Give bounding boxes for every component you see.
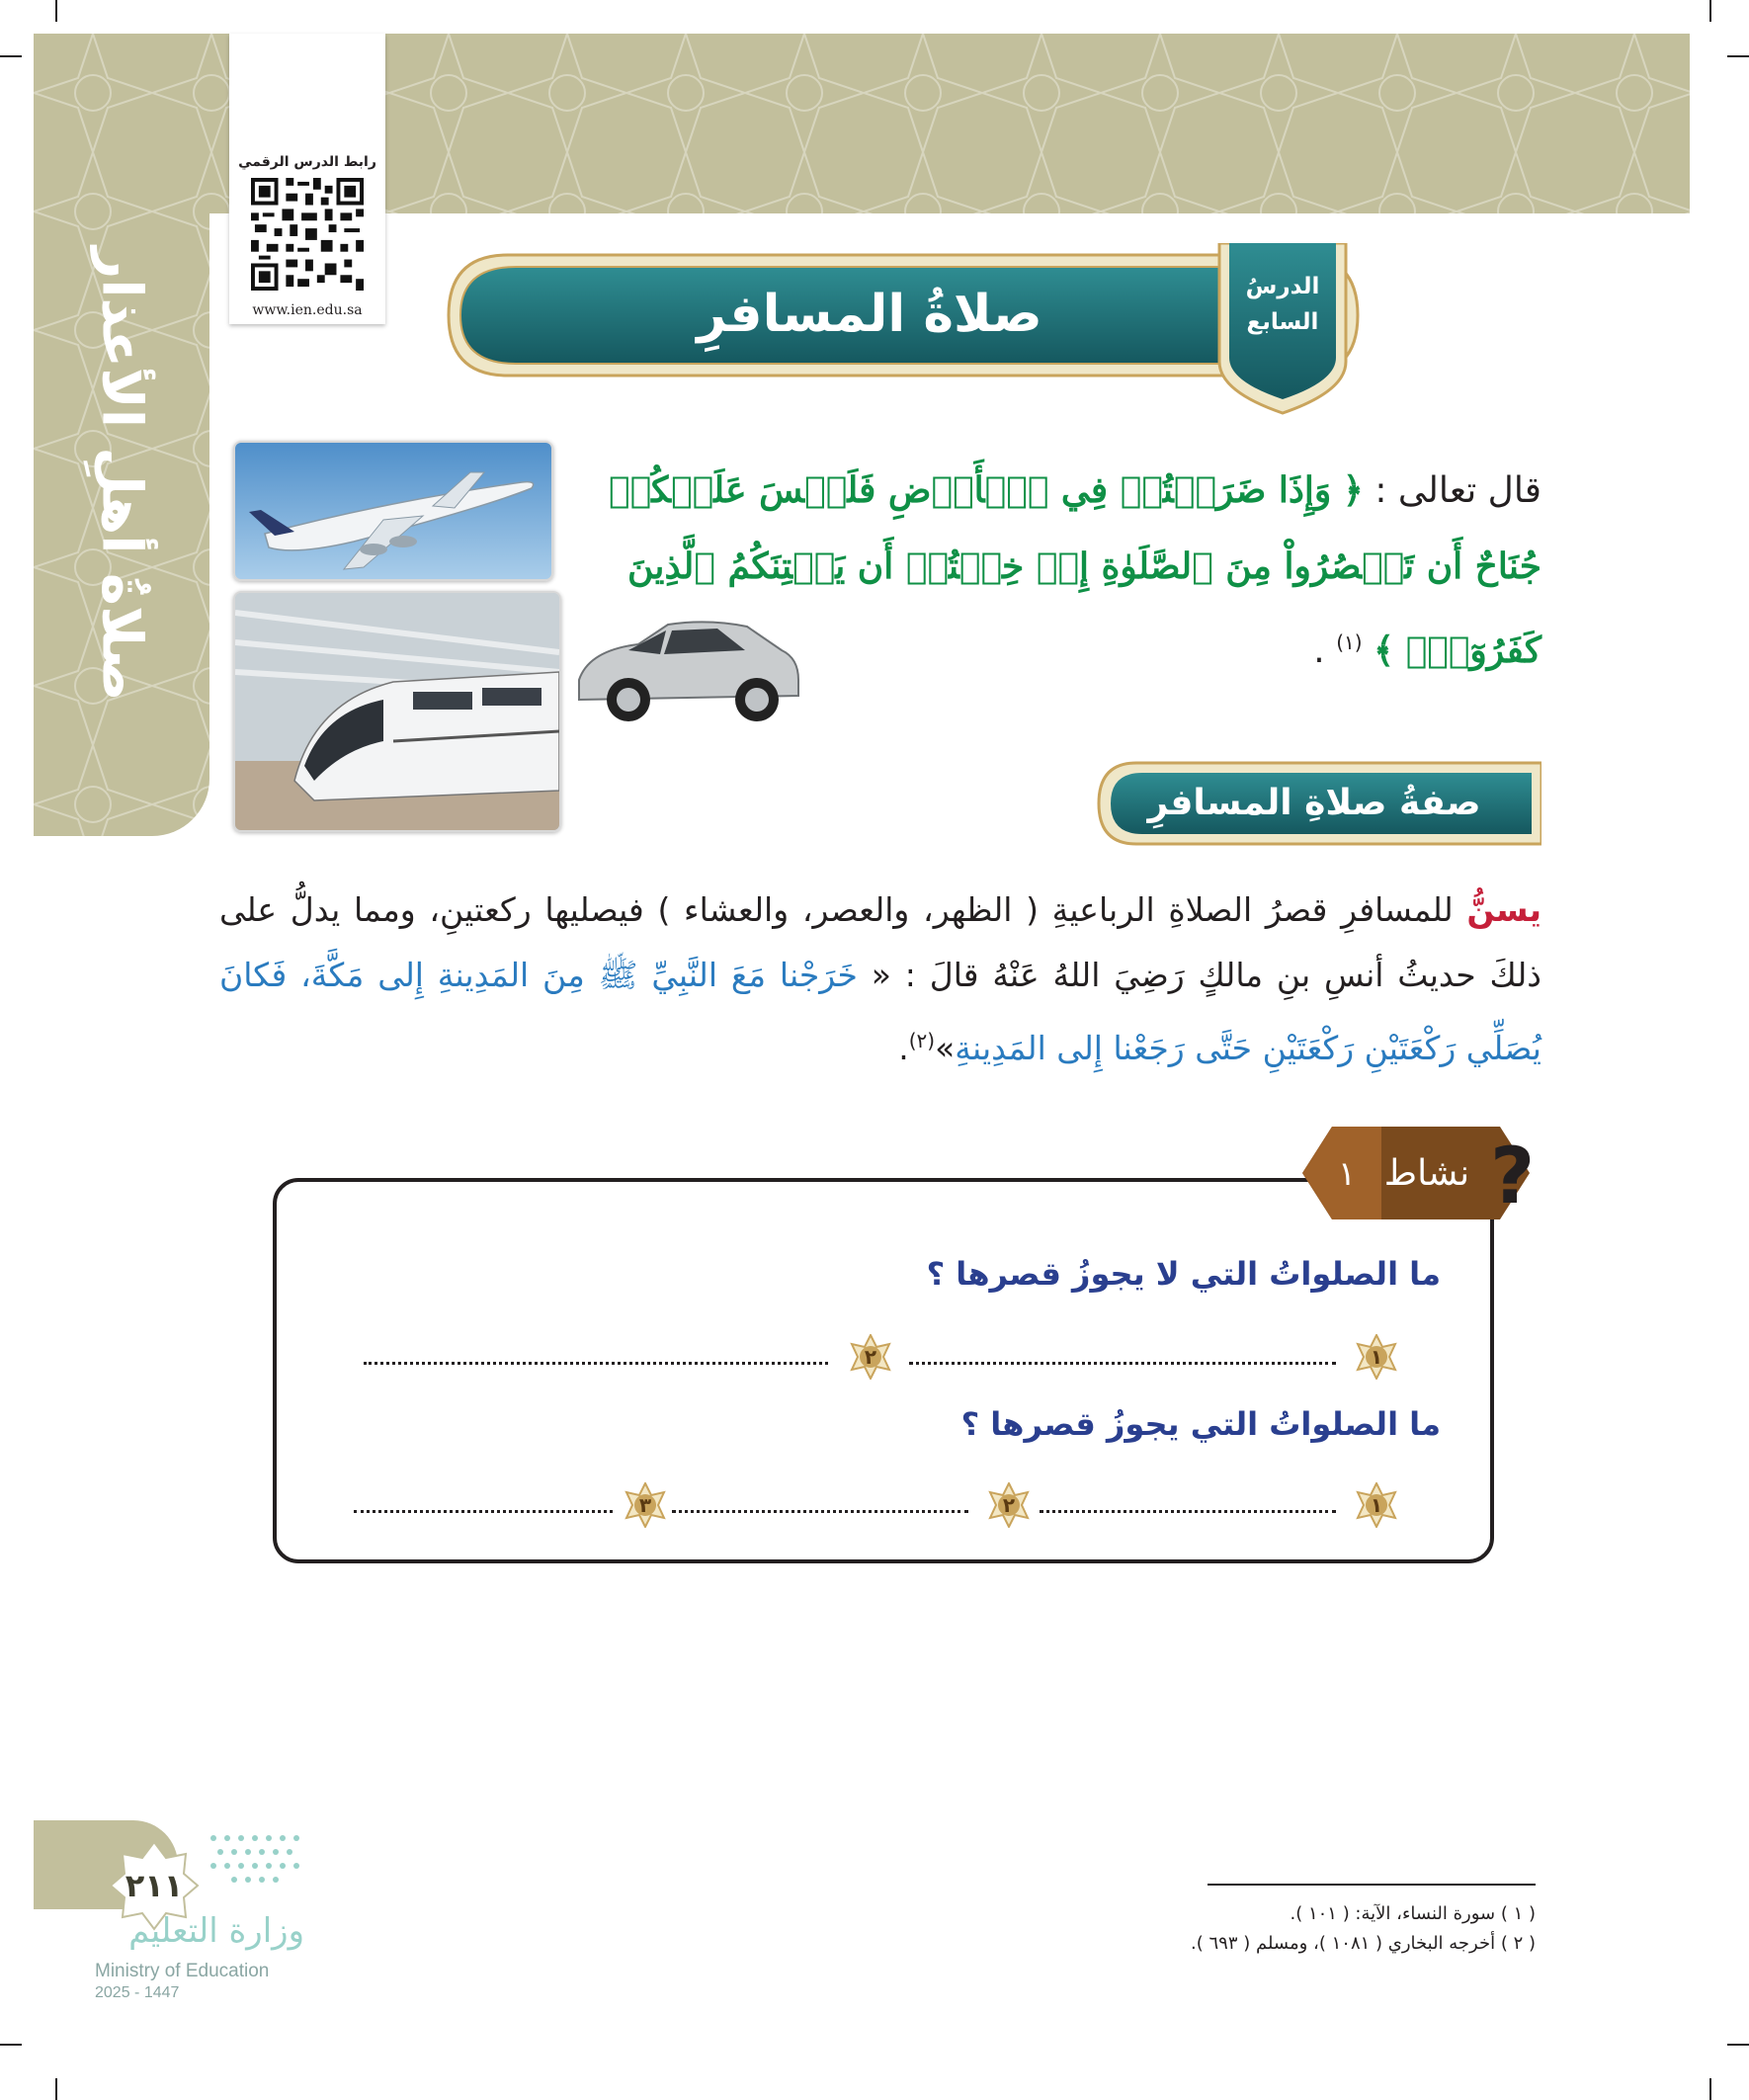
crop-mark [1709,0,1711,22]
verse-end: . [1313,630,1325,671]
footnote-divider [1208,1884,1536,1886]
ministry-name-arabic: وزارة التعليم [128,1911,304,1951]
qr-code-icon[interactable] [251,178,364,291]
answer-line[interactable] [364,1362,828,1367]
activity-number: ١ [1337,1154,1357,1194]
star-number: ٢ [1002,1493,1016,1517]
page-number: ٢١١ [125,1867,184,1904]
star-number: ١ [1370,1493,1383,1517]
verse-text: وَإِذَا ضَرَبۡتُمۡ فِي ٱلۡأَرۡضِ فَلَيۡسَ عَلَيۡكُمۡ جُنَاحٌ أَن تَقۡصُرُواْ مِنَ ٱلصَّلَوٰةِ إِنۡ خِفۡتُمۡ أَن يَفۡتِنَكُمُ ٱلَّذِينَ كَفَرُوٓاْۚ [608,469,1541,671]
train-icon [235,593,559,830]
verse-close-bracket: ﴾ [1374,630,1395,671]
answer-line[interactable] [1040,1510,1336,1515]
ministry-year: 2025 - 1447 [95,1984,180,2001]
airplane-image [233,441,553,581]
verse-open-bracket: ﴿ [1342,470,1364,511]
qr-url[interactable]: www.ien.edu.sa [252,302,363,318]
lesson-title: صلاةُ المسافرِ [697,285,1042,344]
verse-footnote-ref[interactable]: (١) [1336,630,1363,654]
crop-mark [0,2044,22,2046]
lesson-badge-text [1215,269,1350,340]
crop-mark [1727,2044,1749,2046]
airplane-icon [235,443,551,579]
hadith-text: خَرَجْنا مَعَ النَّبِيِّ ﷺ مِنَ المَدِينةِ إِلى مَكَّةَ، فَكانَ يُصَلِّي رَكْعَتَيْنِ رَكْعَتَيْنِ حَتَّى رَجَعْنا إِلى المَدِينةِ [219,956,1541,1067]
paragraph-text: للمسافرِ قصرُ الصلاةِ الرباعيةِ ( الظهر، والعصر، والعشاء ) فيصليها ركعتينِ، ومما يدلُّ على ذلكَ حديثُ أنسِ بنِ مالكٍ رَضِيَ اللهُ عَنْهُ قالَ : « [219,890,1542,994]
unit-title: صلاةُ أهلِ الأعذار [89,247,154,702]
answer-line[interactable] [909,1362,1336,1367]
star-number: ٢ [864,1345,877,1369]
badge-line-1: الدرسُ [1245,274,1320,299]
crop-mark [55,2078,57,2100]
badge-line-2: السابع [1246,309,1319,335]
qr-card[interactable] [229,34,385,324]
section-heading: صفةُ صلاةِ المسافرِ [1147,783,1481,823]
paragraph-end: . [898,1029,909,1067]
crop-mark [1709,2078,1711,2100]
crop-mark [55,0,57,22]
footnote-2: ( ٢ ) أخرجه البخاري ( ١٠٨١ )، ومسلم ( ٦٩٣ ). [1191,1933,1536,1954]
quran-verse [593,453,1541,689]
star-number: ٣ [638,1493,652,1517]
keyword-yusan: يسنُّ [1466,890,1541,929]
verse-intro: قال تعالى : [1374,470,1541,511]
footnote-1: ( ١ ) سورة النساء، الآية: ( ١٠١ ). [1290,1903,1536,1924]
activity-label: نشاط [1383,1153,1470,1194]
crop-mark [1727,55,1749,57]
crop-mark [0,55,22,57]
hadith-close: » [935,1029,956,1067]
qr-caption: رابط الدرس الرقمي [238,154,376,170]
train-image [233,591,561,832]
hadith-footnote-ref[interactable]: (٢) [908,1029,936,1052]
answer-line[interactable] [672,1510,968,1515]
question-mark-icon: ? [1490,1133,1536,1221]
answer-line[interactable] [354,1510,613,1515]
ministry-name-english: Ministry of Education [95,1961,270,1981]
star-number: ١ [1370,1345,1383,1369]
body-paragraph [219,878,1541,1081]
activity-question-1: ما الصلواتُ التي لا يجوزُ قصرها ؟ [926,1255,1441,1293]
activity-question-2: ما الصلواتُ التي يجوزُ قصرها ؟ [960,1405,1441,1443]
